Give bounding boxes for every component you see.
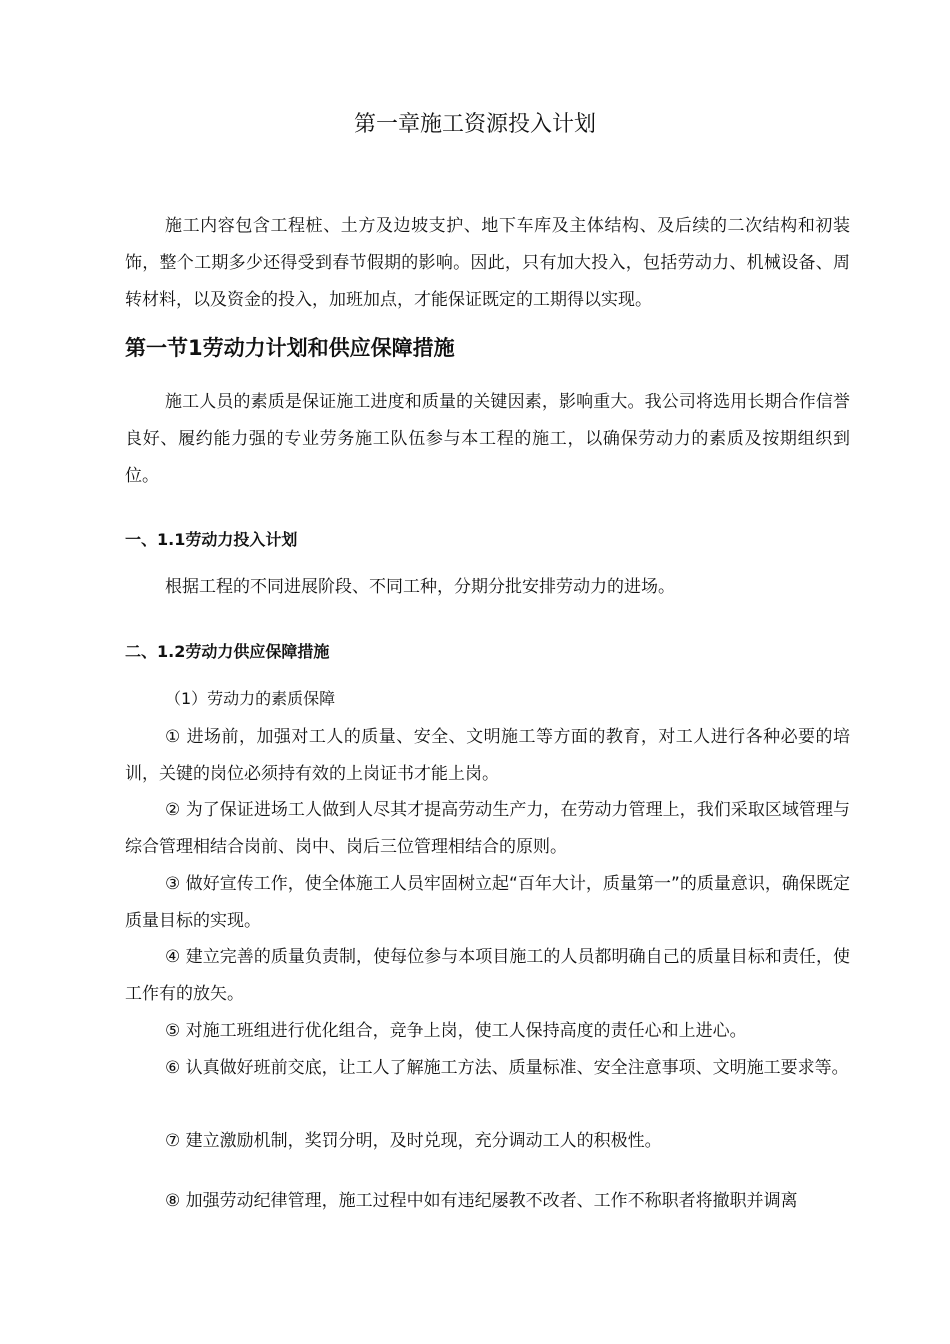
list-item: ⑦ 建立激励机制，奖罚分明，及时兑现，充分调动工人的积极性。 bbox=[165, 1131, 662, 1151]
subsection-heading-2: 二、1.2劳动力供应保障措施 bbox=[125, 642, 330, 661]
list-item: ② 为了保证进场工人做到人尽其才提高劳动生产力，在劳动力管理上，我们采取区域管理与综合管理相结合岗前、岗中、岗后三位管理相结合的原则。 bbox=[125, 800, 850, 857]
subsection-heading-1: 一、1.1劳动力投入计划 bbox=[125, 530, 298, 549]
chapter-title: 第一章施工资源投入计划 bbox=[353, 112, 596, 137]
list-item: ③ 做好宣传工作，使全体施工人员牢固树立起“百年大计，质量第一”的质量意识，确保既定质量目标的实现。 bbox=[125, 874, 850, 931]
subsection-paragraph-1: 根据工程的不同进展阶段、不同工种，分期分批安排劳动力的进场。 bbox=[165, 577, 675, 597]
intro-paragraph: 施工内容包含工程桩、土方及边坡支护、地下车库及主体结构、及后续的二次结构和初装饰，整个工期多少还得受到春节假期的影响。因此，只有加大投入，包括劳动力、机械设备、周转材料，以及资金的投入，加班加点，才能保证既定的工期得以实现。 bbox=[125, 216, 850, 310]
item-group-heading: （1）劳动力的素质保障 bbox=[165, 689, 336, 708]
list-item: ⑤ 对施工班组进行优化组合，竞争上岗，使工人保持高度的责任心和上进心。 bbox=[165, 1021, 747, 1041]
section-paragraph: 施工人员的素质是保证施工进度和质量的关键因素，影响重大。我公司将选用长期合作信誉良好、履约能力强的专业劳务施工队伍参与本工程的施工，以确保劳动力的素质及按期组织到位。 bbox=[125, 392, 850, 486]
list-item: ④ 建立完善的质量负责制，使每位参与本项目施工的人员都明确自己的质量目标和责任，使工作有的放矢。 bbox=[125, 947, 850, 1004]
list-item: ⑥ 认真做好班前交底，让工人了解施工方法、质量标准、安全注意事项、文明施工要求等。 bbox=[165, 1058, 849, 1078]
section-heading: 第一节1劳动力计划和供应保障措施 bbox=[125, 336, 455, 360]
list-item: ⑧ 加强劳动纪律管理，施工过程中如有违纪屡教不改者、工作不称职者将撤职并调离 bbox=[165, 1191, 798, 1211]
list-item: ① 进场前，加强对工人的质量、安全、文明施工等方面的教育，对工人进行各种必要的培训，关键的岗位必须持有效的上岗证书才能上岗。 bbox=[125, 727, 850, 784]
